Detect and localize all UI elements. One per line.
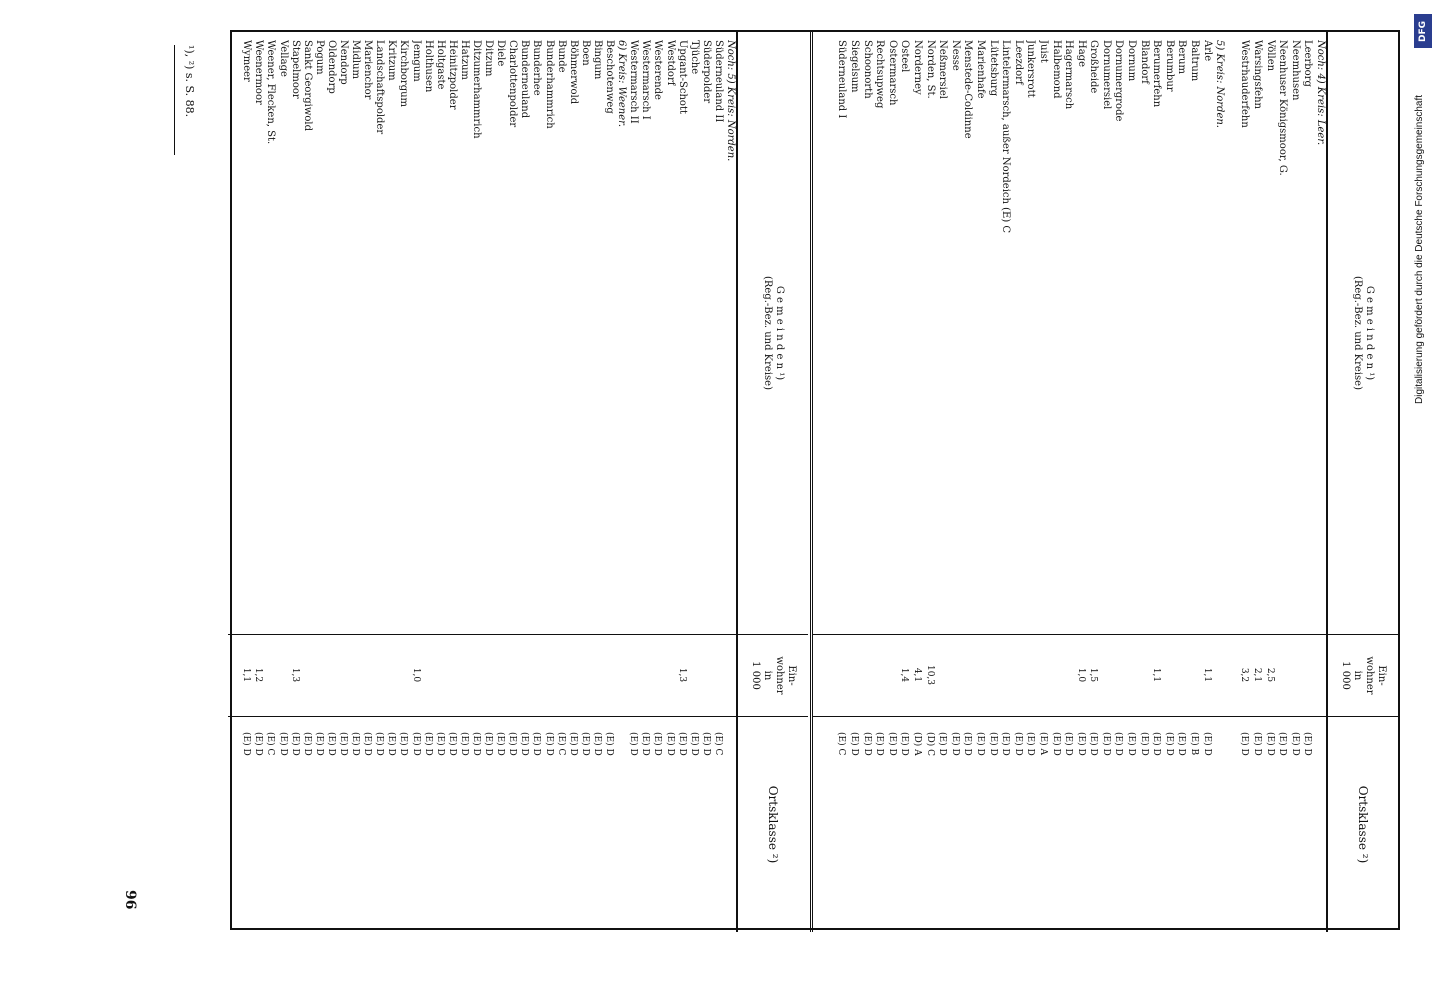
- gemeinde-name: 5) Kreis: Norden.: [1214, 40, 1226, 128]
- ortsklasse-value: (E) D: [1264, 732, 1275, 756]
- gemeinde-name: Norderney: [912, 40, 923, 95]
- gemeinde-name: Landschaftspolder: [374, 40, 386, 135]
- gemeinde-name: Bunderhammrich: [543, 40, 555, 129]
- gemeinde-name: Berumbur: [1163, 40, 1175, 92]
- gemeinde-name: Hage: [1075, 40, 1087, 68]
- table-row: [1288, 32, 1301, 932]
- gemeinde-name: Midlum: [350, 40, 362, 79]
- table-row: [948, 32, 961, 932]
- table-row: [885, 32, 898, 932]
- gemeinde-name: Charlottenpolder: [507, 40, 519, 128]
- gemeinde-name: Holthusen: [422, 40, 434, 93]
- table-row: [1024, 32, 1037, 932]
- gemeinde-name: Westerende: [652, 40, 664, 100]
- gemeinde-name: Osteel: [899, 40, 911, 73]
- gemeinde-name: Neenhuser Königsmoor, G.: [1277, 40, 1289, 176]
- gemeinde-name: Lütetsburg: [987, 40, 999, 97]
- ortsklasse-value: (E) C: [836, 732, 847, 756]
- table-row: [1301, 32, 1314, 932]
- gemeinde-name: Hatzum: [458, 40, 470, 80]
- einwohner-value: 1,1: [1201, 667, 1212, 683]
- ortsklasse-value: (E) D: [241, 732, 252, 756]
- side-note: Digitalisierung gefördert durch die Deutsche Forschungsgemeinschaft: [1414, 94, 1425, 404]
- table-frame: [230, 30, 1400, 930]
- ortsklasse-value: (E) D: [1025, 732, 1036, 756]
- ortsklasse-value: (E) D: [1239, 732, 1250, 756]
- table-right: [228, 32, 808, 932]
- table-row: [873, 32, 886, 932]
- header-gemeinden: G e m e i n d e n ¹) (Reg.-Bez. und Kreise): [762, 276, 785, 390]
- ortsklasse-value: (E) D: [519, 732, 530, 756]
- ortsklasse-value: (E) D: [579, 732, 590, 756]
- ortsklasse-value: (E) D: [899, 732, 910, 756]
- ortsklasse-value: (E) D: [253, 732, 264, 756]
- table-row: [1276, 32, 1289, 932]
- table-row: [1137, 32, 1150, 932]
- gemeinde-name: Schoonorth: [861, 40, 873, 99]
- ortsklasse-value: (D) A: [912, 732, 922, 756]
- einwohner-value: 2,5: [1264, 667, 1275, 683]
- ortsklasse-value: (E) D: [374, 732, 385, 756]
- ortsklasse-value: (E) D: [350, 732, 361, 756]
- ortsklasse-value: (E) D: [1050, 732, 1061, 756]
- ortsklasse-value: (E) D: [1176, 732, 1187, 756]
- table-row: [1238, 32, 1251, 932]
- table-row: [1213, 32, 1226, 932]
- table-row: [1074, 32, 1087, 932]
- gemeinde-name: Upgant-Schott: [676, 40, 688, 114]
- table-row: [615, 32, 627, 932]
- ortsklasse-value: (E) D: [962, 732, 973, 756]
- ortsklasse-value: (E) D: [676, 732, 687, 756]
- table-row: [1175, 32, 1188, 932]
- einwohner-value: 1,3: [289, 667, 300, 683]
- gemeinde-name: Sankt Georgiwold: [301, 40, 313, 131]
- ortsklasse-value: (E) C: [265, 732, 276, 756]
- side-credit: [1412, 10, 1434, 990]
- einwohner-value: 10,3: [924, 664, 935, 686]
- ortsklasse-value: (D) C: [924, 732, 935, 756]
- einwohner-value: 1,5: [1088, 667, 1099, 683]
- gemeinde-name: Arle: [1201, 40, 1213, 62]
- table-left: [813, 32, 1398, 932]
- gemeinde-name: Bunderhee: [531, 40, 543, 96]
- ortsklasse-value: (E) D: [1012, 732, 1023, 756]
- table-row: [289, 32, 301, 932]
- table-row: [923, 32, 936, 932]
- gemeinde-name: 6) Kreis: Weener.: [616, 40, 628, 128]
- ortsklasse-value: (E) D: [422, 732, 433, 756]
- gemeinde-name: Berum: [1176, 40, 1188, 74]
- gemeinde-name: Süderneuland II: [712, 40, 724, 123]
- einwohner-value: 1,1: [1151, 667, 1162, 683]
- table-row: [676, 32, 688, 932]
- einwohner-value: 1,0: [410, 667, 421, 683]
- table-header-left: [1326, 32, 1398, 932]
- header-einwohner: Ein- wohner in 1 000: [1328, 634, 1398, 716]
- table-row: [409, 32, 421, 932]
- table-row: [712, 32, 724, 932]
- ortsklasse-value: (E) D: [1289, 732, 1300, 756]
- table-row: [555, 32, 567, 932]
- ortsklasse-value: (E) D: [495, 732, 506, 756]
- ortsklasse-value: (E) D: [567, 732, 578, 756]
- table-row: [627, 32, 639, 932]
- ortsklasse-value: (E) D: [1163, 732, 1174, 756]
- gemeinde-name: Hagermarsch: [1063, 40, 1075, 110]
- table-row: [313, 32, 325, 932]
- gemeinde-name: Weenermoor: [253, 40, 265, 105]
- table-row: [724, 32, 736, 932]
- table-row: [543, 32, 555, 932]
- rows-left: [835, 32, 1326, 932]
- ortsklasse-value: (E) D: [849, 732, 860, 756]
- gemeinde-name: Rechtsupweg: [874, 40, 886, 109]
- footnote: ¹), ²) s. S. 88.: [183, 45, 196, 118]
- gemeinde-name: Westrhauderfehn: [1239, 40, 1251, 128]
- table-row: [1087, 32, 1100, 932]
- table-row: [847, 32, 860, 932]
- gemeinde-name: Westermarsch I: [640, 40, 652, 120]
- ortsklasse-value: (E) D: [861, 732, 872, 756]
- gemeinde-name: Diele: [495, 40, 507, 67]
- table-row: [860, 32, 873, 932]
- ortsklasse-value: (E) D: [277, 732, 288, 756]
- table-row: [422, 32, 434, 932]
- page: [80, 30, 1400, 965]
- ortsklasse-value: (E) D: [1075, 732, 1086, 756]
- gemeinde-name: Ostermarsch: [886, 40, 898, 106]
- ortsklasse-value: (E) D: [886, 732, 897, 756]
- ortsklasse-value: (E) D: [700, 732, 711, 756]
- page-number: 96: [122, 890, 138, 910]
- table-row: [446, 32, 458, 932]
- ortsklasse-value: (E) D: [628, 732, 639, 756]
- gemeinde-name: Boen: [579, 40, 591, 66]
- ortsklasse-value: (E) D: [458, 732, 469, 756]
- gemeinde-name: Stapelmoor: [289, 40, 301, 99]
- table-row: [898, 32, 911, 932]
- table-row: [910, 32, 923, 932]
- gemeinde-name: Bunderneuland: [519, 40, 531, 119]
- ortsklasse-value: (E) C: [712, 732, 723, 756]
- table-row: [1036, 32, 1049, 932]
- table-row: [325, 32, 337, 932]
- table-header-right: [736, 32, 808, 932]
- gemeinde-name: Pogum: [313, 40, 325, 75]
- ortsklasse-value: (E) D: [604, 732, 615, 756]
- table-row: [1125, 32, 1138, 932]
- ortsklasse-value: (E) D: [301, 732, 312, 756]
- ortsklasse-value: (E) D: [1100, 732, 1111, 756]
- table-row: [1225, 32, 1238, 932]
- table-row: [567, 32, 579, 932]
- table-row: [470, 32, 482, 932]
- ortsklasse-value: (E) D: [1000, 732, 1011, 756]
- table-row: [482, 32, 494, 932]
- table-row: [1263, 32, 1276, 932]
- gemeinde-name: Baltrum: [1189, 40, 1201, 82]
- gemeinde-name: Ditzumerhammrich: [471, 40, 483, 139]
- ortsklasse-value: (E) A: [1037, 732, 1048, 755]
- table-row: [603, 32, 615, 932]
- ortsklasse-value: (E) D: [1113, 732, 1124, 756]
- gemeinde-name: Heinitzpolder: [446, 40, 458, 110]
- gemeinde-name: Warsingsfehn: [1252, 40, 1264, 109]
- gemeinde-name: Berumerfehn: [1151, 40, 1163, 108]
- ortsklasse-value: (E) D: [471, 732, 482, 756]
- ortsklasse-value: (E) C: [555, 732, 566, 756]
- ortsklasse-value: (E) B: [1189, 732, 1200, 756]
- einwohner-value: 1,4: [899, 667, 910, 683]
- header-gemeinden: G e m e i n d e n ¹) (Reg.-Bez. und Kreise): [1352, 276, 1375, 390]
- gemeinde-name: Menstede-Coldinne: [962, 40, 974, 139]
- gemeinde-name: Westermarsch II: [628, 40, 640, 124]
- gemeinde-name: Beschotenweg: [604, 40, 616, 114]
- table-row: [361, 32, 373, 932]
- table-row: [579, 32, 591, 932]
- gemeinde-name: Neßmersiel: [937, 40, 949, 99]
- table-row: [651, 32, 663, 932]
- ortsklasse-value: (E) D: [313, 732, 324, 756]
- table-row: [1313, 32, 1326, 932]
- einwohner-value: 1,3: [676, 667, 687, 683]
- ortsklasse-value: (E) D: [1138, 732, 1149, 756]
- ortsklasse-value: (E) D: [362, 732, 373, 756]
- ortsklasse-value: (E) D: [543, 732, 554, 756]
- gemeinde-name: Nendorp: [338, 40, 349, 85]
- ortsklasse-value: (E) D: [338, 732, 348, 756]
- table-row: [663, 32, 675, 932]
- gemeinde-name: Junkersrott: [1025, 40, 1037, 98]
- ortsklasse-value: (E) D: [591, 732, 602, 756]
- ortsklasse-value: (E) D: [874, 732, 885, 756]
- table-row: [1150, 32, 1163, 932]
- ortsklasse-value: (E) D: [974, 732, 985, 756]
- gemeinde-name: Bunde: [555, 40, 567, 73]
- gemeinde-name: Halbemond: [1050, 40, 1062, 99]
- gemeinde-name: Ditzum: [483, 40, 495, 77]
- table-row: [373, 32, 385, 932]
- table-row: [1162, 32, 1175, 932]
- table-row: [1187, 32, 1200, 932]
- rows-right: [240, 32, 736, 932]
- table-row: [591, 32, 603, 932]
- table-row: [264, 32, 276, 932]
- table-row: [688, 32, 700, 932]
- gemeinde-name: Leerborg: [1302, 40, 1314, 87]
- gemeinde-name: Westdorf: [664, 40, 676, 86]
- ortsklasse-value: (E) D: [652, 732, 663, 756]
- table-row: [494, 32, 506, 932]
- header-ortsklasse: Ortsklasse ²): [738, 716, 808, 932]
- einwohner-value: 3,2: [1239, 667, 1250, 683]
- gemeinde-name: Marienhafe: [974, 40, 986, 99]
- ortsklasse-value: (E) D: [507, 732, 518, 756]
- ortsklasse-value: (E) D: [325, 732, 336, 756]
- gemeinde-name: Dornum: [1126, 40, 1138, 82]
- ortsklasse-value: (E) D: [688, 732, 699, 756]
- ortsklasse-value: (E) D: [1151, 732, 1162, 756]
- dfg-logo: DFG: [1414, 14, 1432, 48]
- gemeinde-name: Marienchor: [362, 40, 374, 100]
- table-row: [1011, 32, 1024, 932]
- gemeinde-name: Leezdorf: [1012, 40, 1024, 85]
- gemeinde-name: Böhmerwold: [567, 40, 579, 105]
- ortsklasse-value: (E) D: [1302, 732, 1313, 756]
- ortsklasse-value: (E) D: [987, 732, 998, 756]
- einwohner-value: 4,1: [912, 667, 922, 683]
- table-row: [506, 32, 518, 932]
- gemeinde-name: Noch: 4) Kreis: Leer.: [1315, 40, 1326, 146]
- gemeinde-name: Norden, St.: [924, 40, 936, 99]
- gemeinde-name: Weener, Flecken, St.: [265, 40, 277, 145]
- gemeinde-name: Wymeer: [241, 40, 253, 82]
- table-row: [973, 32, 986, 932]
- table-row: [639, 32, 651, 932]
- table-row: [530, 32, 542, 932]
- ortsklasse-value: (E) D: [1126, 732, 1137, 756]
- ortsklasse-value: (E) D: [1277, 732, 1288, 756]
- gemeinde-name: Süderneuland I: [836, 40, 848, 119]
- ortsklasse-value: (E) D: [664, 732, 675, 756]
- table-row: [986, 32, 999, 932]
- gemeinde-name: Süderpolder: [700, 40, 712, 104]
- einwohner-value: 1,1: [241, 667, 252, 683]
- ortsklasse-value: (E) D: [1063, 732, 1074, 756]
- table-row: [337, 32, 349, 932]
- gemeinde-name: Juist: [1037, 40, 1049, 63]
- ortsklasse-value: (E) D: [1201, 732, 1212, 756]
- ortsklasse-value: (E) D: [1252, 732, 1263, 756]
- ortsklasse-value: (E) D: [937, 732, 948, 756]
- table-row: [349, 32, 361, 932]
- table-row: [301, 32, 313, 932]
- ortsklasse-value: (E) D: [386, 732, 397, 756]
- ortsklasse-value: (E) D: [398, 732, 409, 756]
- gemeinde-name: Neemhusen: [1289, 40, 1301, 101]
- table-row: [1049, 32, 1062, 932]
- ortsklasse-value: (E) D: [1088, 732, 1099, 756]
- gemeinde-name: Oldendorp: [325, 40, 337, 94]
- table-row: [1099, 32, 1112, 932]
- table-row: [458, 32, 470, 932]
- table-row: [276, 32, 288, 932]
- table-row: [961, 32, 974, 932]
- header-ortsklasse: Ortsklasse ²): [1328, 716, 1398, 932]
- gemeinde-name: Nesse: [949, 40, 961, 71]
- gemeinde-name: Siegelsum: [849, 40, 861, 93]
- ortsklasse-value: (E) D: [434, 732, 445, 756]
- gemeinde-name: Jemgum: [410, 40, 422, 82]
- table-row: [700, 32, 712, 932]
- gemeinde-name: Dornumergrode: [1113, 40, 1125, 122]
- table-row: [518, 32, 530, 932]
- header-einwohner: Ein- wohner in 1 000: [738, 634, 808, 716]
- table-row: [397, 32, 409, 932]
- gemeinde-name: Noch: 5) Kreis: Norden.: [725, 40, 736, 162]
- gemeinde-name: Großheide: [1088, 40, 1100, 94]
- gemeinde-name: Bingum: [591, 40, 603, 80]
- table-row: [936, 32, 949, 932]
- table-row: [1200, 32, 1213, 932]
- ortsklasse-value: (E) D: [483, 732, 494, 756]
- einwohner-value: 2,1: [1252, 667, 1263, 683]
- gemeinde-name: Tjüche: [688, 40, 700, 75]
- gemeinde-name: Kirchborgum: [398, 40, 410, 108]
- gemeinde-name: Blandorf: [1138, 40, 1150, 84]
- table-row: [240, 32, 252, 932]
- gemeinde-name: Völlen: [1264, 40, 1276, 72]
- ortsklasse-value: (E) D: [410, 732, 421, 756]
- ortsklasse-value: (E) D: [446, 732, 457, 756]
- table-row: [835, 32, 848, 932]
- einwohner-value: 1,2: [253, 667, 264, 683]
- table-row: [252, 32, 264, 932]
- gemeinde-name: Holtgaste: [434, 40, 446, 90]
- gemeinde-name: Vellage: [277, 40, 289, 77]
- table-row: [434, 32, 446, 932]
- table-row: [385, 32, 397, 932]
- ortsklasse-value: (E) D: [640, 732, 651, 756]
- gemeinde-name: Lintelermarsch, außer Nordeich (E) C: [1000, 40, 1012, 234]
- table-row: [1062, 32, 1075, 932]
- table-row: [999, 32, 1012, 932]
- einwohner-value: 1,0: [1075, 667, 1086, 683]
- ortsklasse-value: (E) D: [289, 732, 300, 756]
- table-row: [1250, 32, 1263, 932]
- ortsklasse-value: (E) D: [531, 732, 542, 756]
- ortsklasse-value: (E) D: [949, 732, 960, 756]
- table-row: [1112, 32, 1125, 932]
- gemeinde-name: Kritzum: [386, 40, 398, 81]
- gemeinde-name: Dornumersiel: [1100, 40, 1112, 110]
